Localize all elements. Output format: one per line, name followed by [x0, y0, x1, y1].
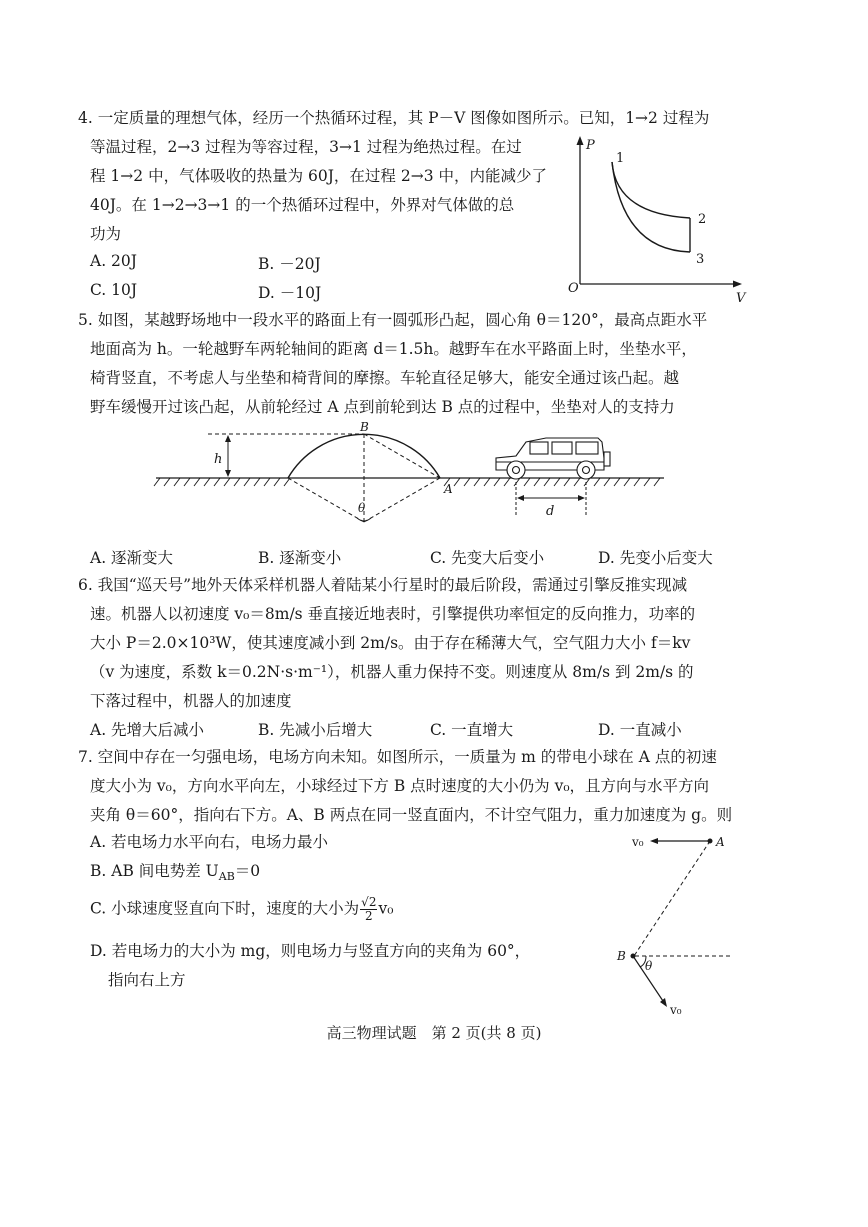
q4-line-5: 功为 [90, 225, 122, 243]
q6-option-b[interactable]: B. 先减小后增大 [258, 721, 373, 739]
v-axis-arrow [733, 281, 742, 288]
adiabat-3-1 [612, 162, 690, 252]
q5-line-1: 5. 如图，某越野场地中一段水平的路面上有一圆弧形凸起，圆心角 θ＝120°，最高点距水平 [78, 311, 708, 329]
q7-option-b-text: B. AB 间电势差 U [90, 862, 219, 880]
q7-option-c-denominator: 2 [364, 909, 373, 923]
ab-dashed [634, 841, 710, 956]
radius-left [288, 478, 364, 522]
q4-option-b[interactable]: B. －20J [258, 255, 321, 273]
q5-line-4: 野车缓慢开过该凸起，从前轮经过 A 点到前轮到达 B 点的过程中，坐垫对人的支持力 [90, 398, 675, 416]
q6-line-1: 6. 我国“巡天号”地外天体采样机器人着陆某小行星时的最后阶段，需通过引擎反推实现减 [78, 576, 688, 594]
p-axis-label: P [586, 138, 595, 153]
question-7-body [90, 772, 732, 830]
q7-option-d[interactable] [90, 937, 530, 995]
q4-line-4: 40J。在 1→2→3→1 的一个热循环过程中，外界对气体做的总 [90, 196, 515, 214]
p-axis-arrow [577, 136, 584, 145]
q6-line-3: 大小 P＝2.0×10³W，使其速度减小到 2m/s。由于存在稀薄大气，空气阻力大小 f＝kv [90, 634, 691, 652]
question-4 [78, 104, 709, 133]
q5-line-3: 椅背竖直，不考虑人与坐垫和椅背间的摩擦。车轮直径足够大，能安全通过该凸起。越 [90, 369, 680, 387]
b-label: B [360, 420, 369, 434]
a-label: A [444, 482, 453, 496]
theta-label: θ [358, 501, 366, 515]
q7-option-c-tail: v₀ [378, 899, 394, 918]
q7-line-2: 度大小为 v₀，方向水平向左，小球经过下方 B 点时速度的大小仍为 v₀，且方向与水平方向 [90, 777, 710, 795]
q6-option-d[interactable]: D. 一直减小 [598, 721, 682, 739]
q7-option-c-numerator: √2 [361, 895, 377, 909]
q7-line-1: 7. 空间中存在一匀强电场，电场方向未知。如图所示，一质量为 m 的带电小球在 A 点的初速 [78, 748, 717, 766]
q6-line-5: 下落过程中，机器人的加速度 [90, 692, 292, 710]
q4-line-2: 等温过程，2→3 过程为等容过程，3→1 过程为绝热过程。在过 [90, 138, 522, 156]
q5-option-d[interactable]: D. 先变小后变大 [598, 549, 713, 567]
question-6 [78, 571, 687, 600]
q4-option-d[interactable]: D. －10J [258, 284, 322, 302]
pv-diagram [560, 132, 750, 302]
h-label: h [214, 452, 223, 467]
question-5 [78, 306, 707, 335]
field-figure [612, 826, 822, 1016]
page-footer: 高三物理试题 第 2 页(共 8 页) [326, 1024, 542, 1042]
point-1-label: 1 [616, 151, 625, 166]
question-5-body [90, 335, 697, 422]
question-4-body [90, 133, 547, 249]
q6-option-c[interactable]: C. 一直增大 [430, 721, 514, 739]
d-label: d [546, 504, 555, 519]
radius-right [364, 478, 440, 522]
q7-option-d-line-2: 指向右上方 [108, 971, 186, 989]
b-point-label: B [617, 949, 626, 963]
theta-label-b: θ [645, 959, 653, 973]
q7-option-c[interactable] [90, 896, 393, 923]
q4-line-1: 4. 一定质量的理想气体，经历一个热循环过程，其 P－V 图像如图所示。已知，1→2 过程为 [78, 109, 710, 127]
q4-line-3: 程 1→2 中，气体吸收的热量为 60J，在过程 2→3 中，内能减少了 [90, 167, 547, 185]
q7-line-3: 夹角 θ＝60°，指向右下方。A、B 两点在同一竖直面内，不计空气阻力，重力加速度为 g。则 [90, 806, 733, 824]
q5-option-c[interactable]: C. 先变大后变小 [430, 549, 545, 567]
q5-option-b[interactable]: B. 逐渐变小 [258, 549, 342, 567]
v0-top-label: v₀ [632, 835, 644, 849]
offroad-car [496, 438, 610, 479]
q5-option-a[interactable]: A. 逐渐变大 [90, 549, 174, 567]
question-6-body [90, 600, 695, 716]
q7-option-c-text: C. 小球速度竖直向下时，速度的大小为 [90, 899, 360, 918]
q7-option-d-line-1: D. 若电场力的大小为 mg，则电场力与竖直方向的夹角为 60°， [90, 942, 531, 960]
q6-line-2: 速。机器人以初速度 v₀＝8m/s 垂直接近地表时，引擎提供功率恒定的反向推力，功率的 [90, 605, 696, 623]
point-3-label: 3 [696, 252, 705, 267]
point-2-label: 2 [698, 212, 707, 227]
a-point-label: A [716, 835, 725, 849]
question-7 [78, 743, 717, 772]
q6-option-a[interactable]: A. 先增大后减小 [90, 721, 205, 739]
q7-option-a[interactable]: A. 若电场力水平向右，电场力最小 [90, 833, 329, 851]
q7-option-b-sub: AB [218, 870, 235, 884]
q4-option-c[interactable]: C. 10J [90, 281, 138, 299]
v0-bottom-label: v₀ [670, 1003, 682, 1016]
chord-b-a [364, 434, 440, 478]
q7-option-b[interactable] [90, 859, 260, 883]
q7-option-c-fraction [360, 896, 377, 923]
origin-label: O [568, 281, 579, 296]
v-axis-label: V [736, 291, 746, 302]
q7-option-b-tail: ＝0 [234, 862, 261, 880]
q4-option-a[interactable]: A. 20J [90, 252, 137, 270]
q6-line-4: （v 为速度，系数 k＝0.2N·s·m⁻¹），机器人重力保持不变。则速度从 8m/s 到 2m/s 的 [90, 663, 694, 681]
bump-car-figure [150, 420, 670, 535]
q5-line-2: 地面高为 h。一轮越野车两轮轴间的距离 d＝1.5h。越野车在水平路面上时，坐垫水平， [90, 340, 697, 358]
